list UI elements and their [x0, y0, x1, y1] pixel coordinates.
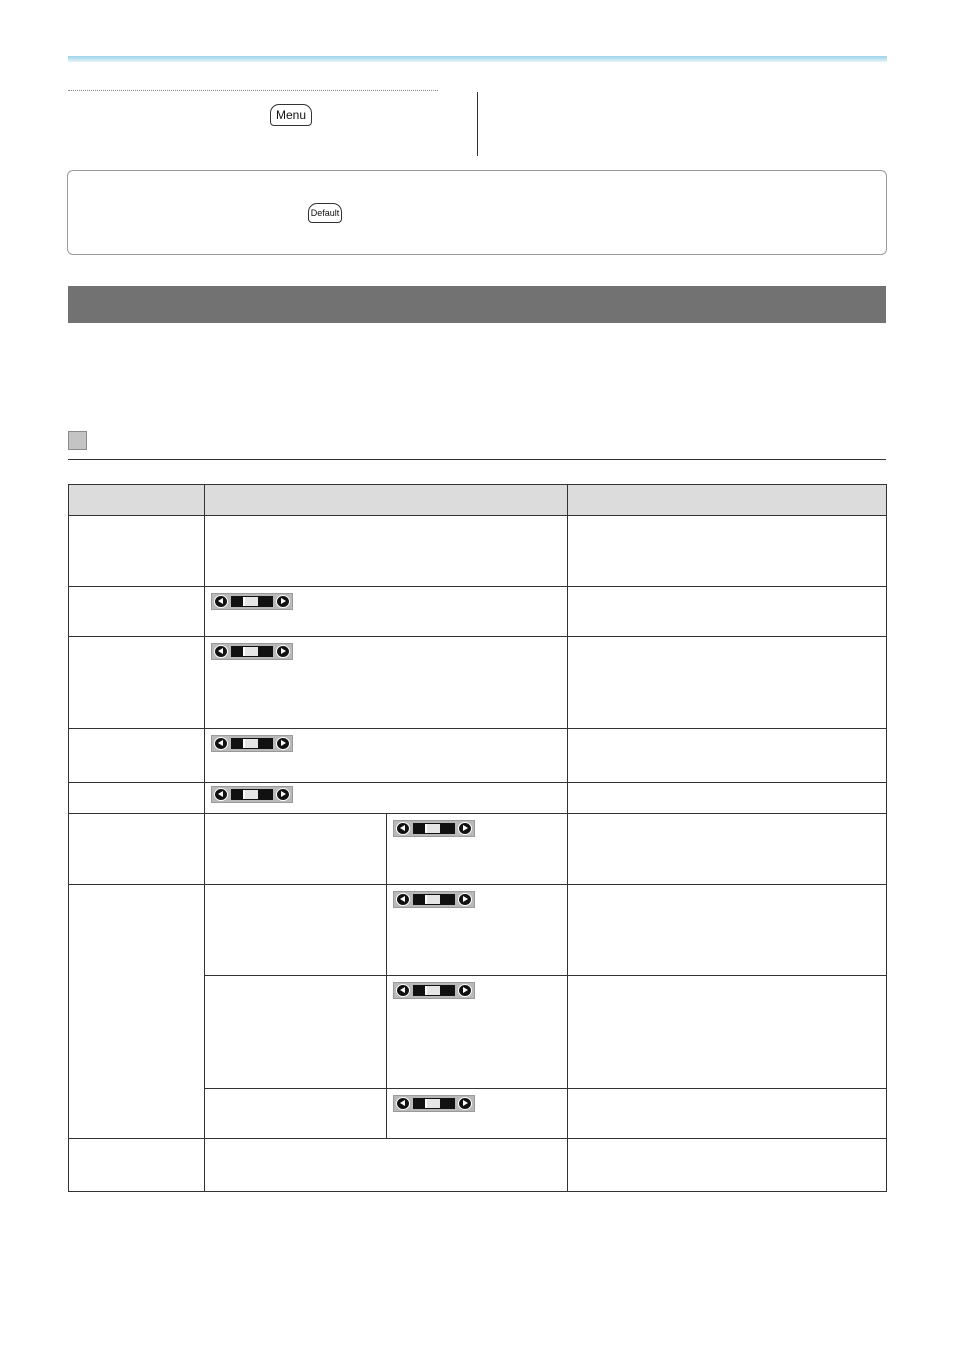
header-rule: [68, 56, 887, 62]
table-cell: [205, 783, 568, 814]
right-arrow-icon[interactable]: [276, 595, 290, 608]
table-cell: [205, 637, 568, 729]
table-row: [69, 885, 887, 976]
table-cell: [387, 814, 568, 885]
table-row: [69, 637, 887, 729]
table-cell: [387, 1089, 568, 1139]
table-cell: [387, 885, 568, 976]
right-arrow-icon[interactable]: [458, 984, 472, 997]
slider-thumb[interactable]: [245, 597, 258, 606]
table-cell: [69, 516, 205, 587]
left-arrow-icon[interactable]: [396, 1097, 410, 1110]
table-row: [69, 516, 887, 587]
right-arrow-icon[interactable]: [276, 737, 290, 750]
adjust-slider[interactable]: [393, 820, 475, 837]
header-cell-item: [69, 485, 205, 516]
table-cell: [69, 885, 205, 1139]
slider-track: [413, 894, 455, 905]
table-row: [69, 783, 887, 814]
table-cell: [205, 587, 568, 637]
slider-track: [413, 1098, 455, 1109]
slider-track: [413, 985, 455, 996]
table-cell: [568, 729, 887, 783]
settings-table: [68, 484, 887, 1192]
slider-thumb[interactable]: [427, 986, 440, 995]
slider-thumb[interactable]: [427, 895, 440, 904]
slider-track: [231, 789, 273, 800]
left-arrow-icon[interactable]: [396, 893, 410, 906]
slider-track: [231, 596, 273, 607]
left-arrow-icon[interactable]: [214, 788, 228, 801]
table-row: [69, 729, 887, 783]
table-header-row: [69, 485, 887, 516]
note-box: [67, 170, 887, 255]
table-cell: [69, 637, 205, 729]
table-cell: [387, 976, 568, 1089]
adjust-slider[interactable]: [211, 643, 293, 660]
table-cell: [205, 1139, 568, 1192]
table-cell: [69, 783, 205, 814]
slider-track: [231, 738, 273, 749]
subsection-rule: [68, 459, 886, 460]
subsection-marker-icon: [68, 431, 87, 450]
right-arrow-icon[interactable]: [276, 645, 290, 658]
table-cell: [205, 885, 387, 976]
left-arrow-icon[interactable]: [396, 822, 410, 835]
header-cell-menu: [205, 485, 568, 516]
header-cell-function: [568, 485, 887, 516]
adjust-slider[interactable]: [393, 1095, 475, 1112]
section-heading-bar: [68, 286, 886, 323]
table-cell: [205, 976, 387, 1089]
table-cell: [568, 1089, 887, 1139]
slider-track: [413, 823, 455, 834]
left-arrow-icon[interactable]: [396, 984, 410, 997]
table-cell: [568, 516, 887, 587]
table-row: [69, 814, 887, 885]
slider-thumb[interactable]: [427, 1099, 440, 1108]
adjust-slider[interactable]: [393, 982, 475, 999]
table-cell: [568, 885, 887, 976]
table-cell: [205, 1089, 387, 1139]
left-arrow-icon[interactable]: [214, 737, 228, 750]
table-cell: [568, 783, 887, 814]
table-cell: [568, 637, 887, 729]
table-row: [69, 1139, 887, 1192]
right-arrow-icon[interactable]: [458, 1097, 472, 1110]
right-arrow-icon[interactable]: [458, 822, 472, 835]
adjust-slider[interactable]: [211, 786, 293, 803]
table-cell: [69, 814, 205, 885]
slider-thumb[interactable]: [427, 824, 440, 833]
table-cell: [568, 587, 887, 637]
slider-thumb[interactable]: [245, 790, 258, 799]
slider-track: [231, 646, 273, 657]
table-cell: [568, 814, 887, 885]
table-cell: [69, 1139, 205, 1192]
slider-thumb[interactable]: [245, 647, 258, 656]
column-divider: [477, 92, 478, 156]
table-row: [69, 587, 887, 637]
default-key-icon: Default: [308, 203, 342, 223]
slider-thumb[interactable]: [245, 739, 258, 748]
adjust-slider[interactable]: [211, 735, 293, 752]
table-cell: [205, 516, 568, 587]
right-arrow-icon[interactable]: [276, 788, 290, 801]
menu-key-icon: Menu: [270, 104, 312, 126]
table-cell: [69, 729, 205, 783]
dotted-separator: [68, 90, 438, 91]
left-arrow-icon[interactable]: [214, 645, 228, 658]
adjust-slider[interactable]: [393, 891, 475, 908]
table-cell: [205, 814, 387, 885]
adjust-slider[interactable]: [211, 593, 293, 610]
table-cell: [568, 976, 887, 1089]
right-arrow-icon[interactable]: [458, 893, 472, 906]
table-cell: [568, 1139, 887, 1192]
left-arrow-icon[interactable]: [214, 595, 228, 608]
table-cell: [205, 729, 568, 783]
table-cell: [69, 587, 205, 637]
